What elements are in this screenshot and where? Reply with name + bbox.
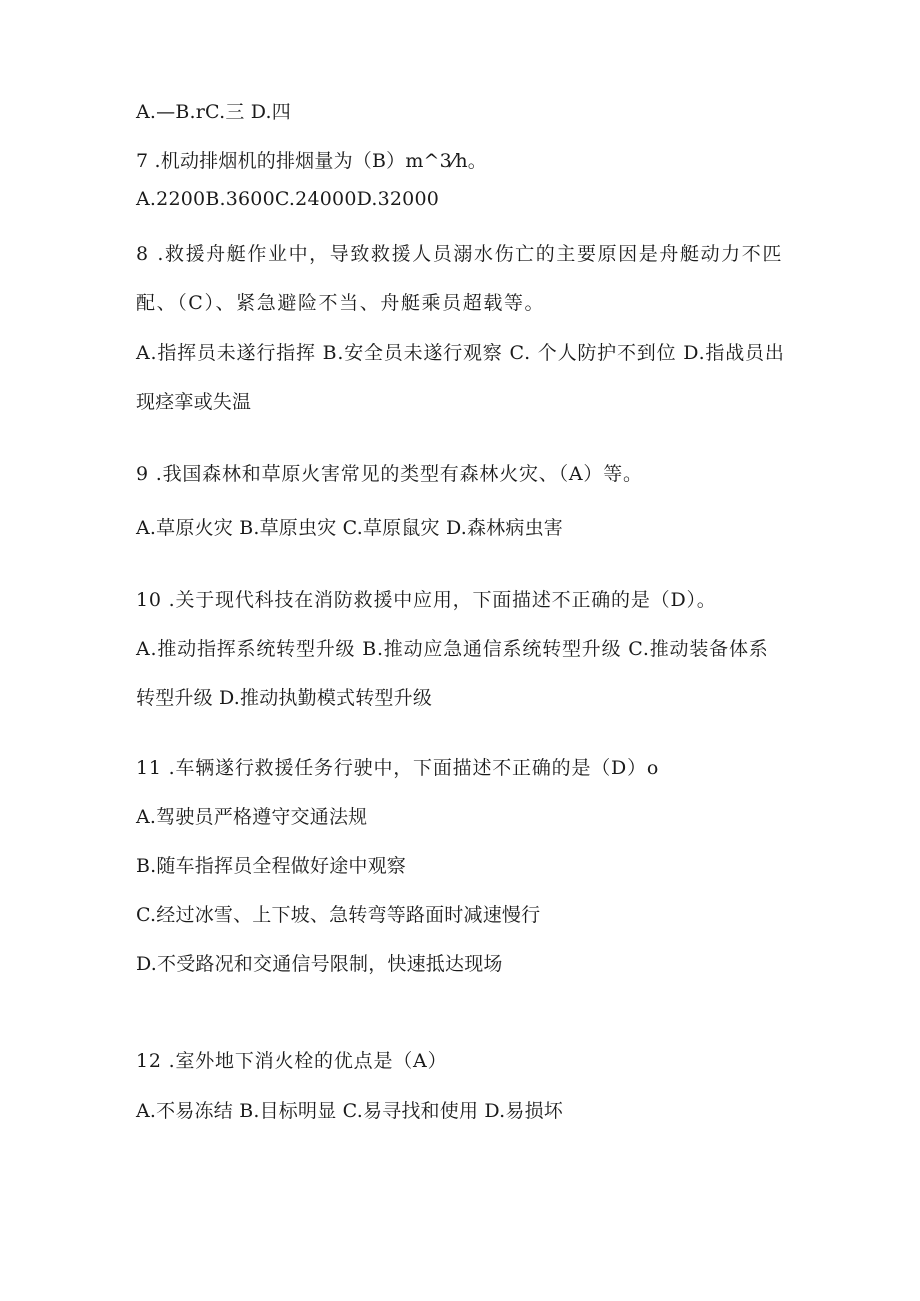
q6-options: A.—B.rC.三 D.四 [136, 101, 291, 123]
q8-options-line1: A.指挥员未遂行指挥 B.安全员未遂行观察 C. 个人防护不到位 D.指战员出 [136, 342, 785, 364]
q11-option-a: A.驾驶员严格遵守交通法规 [136, 806, 368, 828]
q10-options-line1: A.推动指挥系统转型升级 B.推动应急通信系统转型升级 C.推动装备体系 [136, 638, 769, 660]
q11-option-d: D.不受路况和交通信号限制，快速抵达现场 [136, 953, 503, 975]
q7-question: 7 .机动排烟机的排烟量为（B）m^3⁄h。 [136, 150, 487, 172]
q11-question: 11 .车辆遂行救援任务行驶中，下面描述不正确的是（D）o [136, 757, 660, 779]
q12-question: 12 .室外地下消火栓的优点是（A） [136, 1050, 448, 1072]
q11-option-b: B.随车指挥员全程做好途中观察 [136, 855, 407, 877]
q7-options: A.2200B.3600C.24000D.32000 [136, 188, 440, 210]
q8-question-line1: 8 .救援舟艇作业中，导致救援人员溺水伤亡的主要原因是舟艇动力不匹 [136, 243, 783, 265]
q10-options-line2: 转型升级 D.推动执勤模式转型升级 [136, 687, 433, 709]
q9-options: A.草原火灾 B.草原虫灾 C.草原鼠灾 D.森林病虫害 [136, 517, 563, 539]
q10-question: 10 .关于现代科技在消防救援中应用，下面描述不正确的是（D）。 [136, 589, 717, 611]
q11-option-c: C.经过冰雪、上下坡、急转弯等路面时减速慢行 [136, 904, 541, 926]
q8-question-line2: 配、（C）、紧急避险不当、舟艇乘员超载等。 [136, 292, 546, 314]
q12-options: A.不易冻结 B.目标明显 C.易寻找和使用 D.易损坏 [136, 1100, 563, 1122]
q9-question: 9 .我国森林和草原火害常见的类型有森林火灾、（A）等。 [136, 463, 643, 485]
q8-options-line2: 现痉挛或失温 [136, 391, 252, 413]
